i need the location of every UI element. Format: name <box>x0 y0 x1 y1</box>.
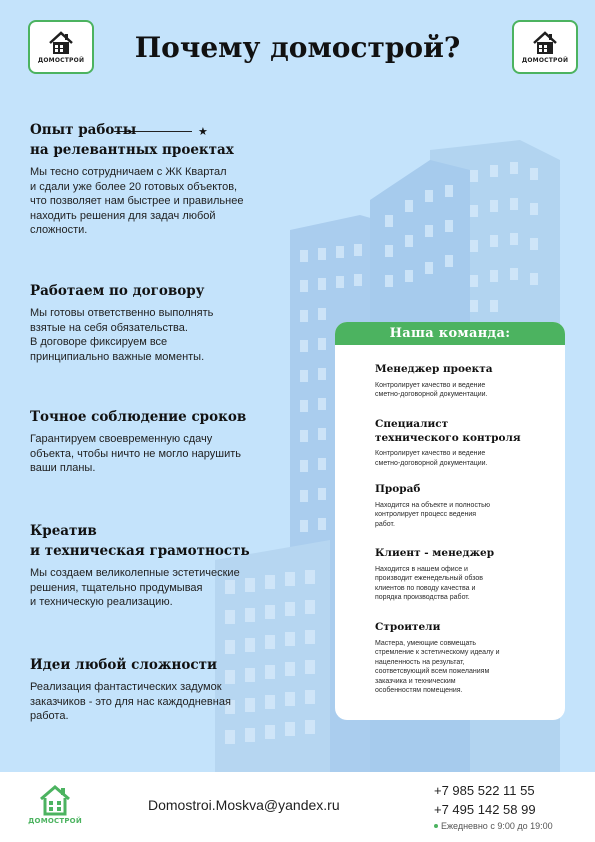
section-body: Реализация фантастических задумок заказчиков - это для нас каждодневная работа. <box>30 681 231 722</box>
house-logo-icon <box>38 784 72 816</box>
footer <box>0 772 595 842</box>
role-description: Контролирует качество и ведение сметно-договорной документации. <box>375 450 488 467</box>
section-title: Идеи любой сложности <box>30 657 217 673</box>
role-item <box>375 547 545 603</box>
role-item <box>375 418 545 468</box>
section-body: Мы тесно сотрудничаем с ЖК Квартал и сдали уже более 20 готовых объектов, что позволяет нам быстрее и правильнее находить решения для задач любой сложности. <box>30 166 244 236</box>
section-deadlines <box>30 407 280 476</box>
section-body: Гарантируем своевременную сдачу объекта, чтобы ничто не могло нарушить ваши планы. <box>30 433 242 474</box>
role-description: Мастера, умеющие совмещать стремление к эстетическому идеалу и нацеленность на результат, соответсвующий всем пожеланиям заказчика и техническим особенностям помещения. <box>375 639 500 694</box>
logo-text: ДОМОСТРОЙ <box>521 56 569 64</box>
role-title: Менеджер проекта <box>375 363 493 375</box>
section-ideas <box>30 655 280 724</box>
role-item <box>375 621 545 696</box>
star-icon: ★ <box>198 126 208 138</box>
section-title: Креатив и техническая грамотность <box>30 523 250 559</box>
logo-text: ДОМОСТРОЙ <box>28 817 82 825</box>
section-contract <box>30 281 280 364</box>
status-dot-icon <box>434 824 438 828</box>
section-creative <box>30 521 280 610</box>
section-experience <box>30 120 280 238</box>
role-description: Контролирует качество и ведение сметно-договорной документации. <box>375 381 488 398</box>
contact-phone-1[interactable]: +7 985 522 11 55 <box>434 783 535 798</box>
section-title: Опыт работы на релевантных проектах <box>30 122 234 158</box>
house-logo-icon <box>48 31 74 55</box>
contact-email[interactable]: Domostroi.Moskva@yandex.ru <box>148 797 340 813</box>
role-item <box>375 483 545 529</box>
section-title: Точное соблюдение сроков <box>30 409 247 425</box>
role-item <box>375 363 545 400</box>
section-title: Работаем по договору <box>30 283 205 299</box>
logo-text: ДОМОСТРОЙ <box>37 56 85 64</box>
role-title: Прораб <box>375 483 421 495</box>
team-card-header: Наша команда: <box>335 322 565 345</box>
role-title: Клиент - менеджер <box>375 547 495 559</box>
working-hours-text: Ежедневно с 9:00 до 19:00 <box>441 821 553 831</box>
working-hours <box>434 821 553 831</box>
footer-logo <box>30 784 80 832</box>
section-body: Мы готовы ответственно выполнять взятые на себя обязательства. В договоре фиксируем все принципиально важные моменты. <box>30 307 214 363</box>
role-description: Находится на объекте и полностью контролирует процесс ведения работ. <box>375 501 491 528</box>
house-logo-icon <box>532 31 558 55</box>
team-card <box>335 322 565 720</box>
contact-phone-2[interactable]: +7 495 142 58 99 <box>434 802 536 817</box>
section-body: Мы создаем великолепные эстетические решения, тщательно продумывая и техническую реализацию. <box>30 567 240 608</box>
role-description: Находится в нашем офисе и производит еженедельный обзов клиентов по поводу качества и порядка производства работ. <box>375 565 483 601</box>
role-title: Специалист технического контроля <box>375 418 521 444</box>
page-title: Почему домострой? <box>134 31 461 64</box>
header-logo-right <box>512 20 578 74</box>
header-logo-left <box>28 20 94 74</box>
role-title: Строители <box>375 621 441 633</box>
